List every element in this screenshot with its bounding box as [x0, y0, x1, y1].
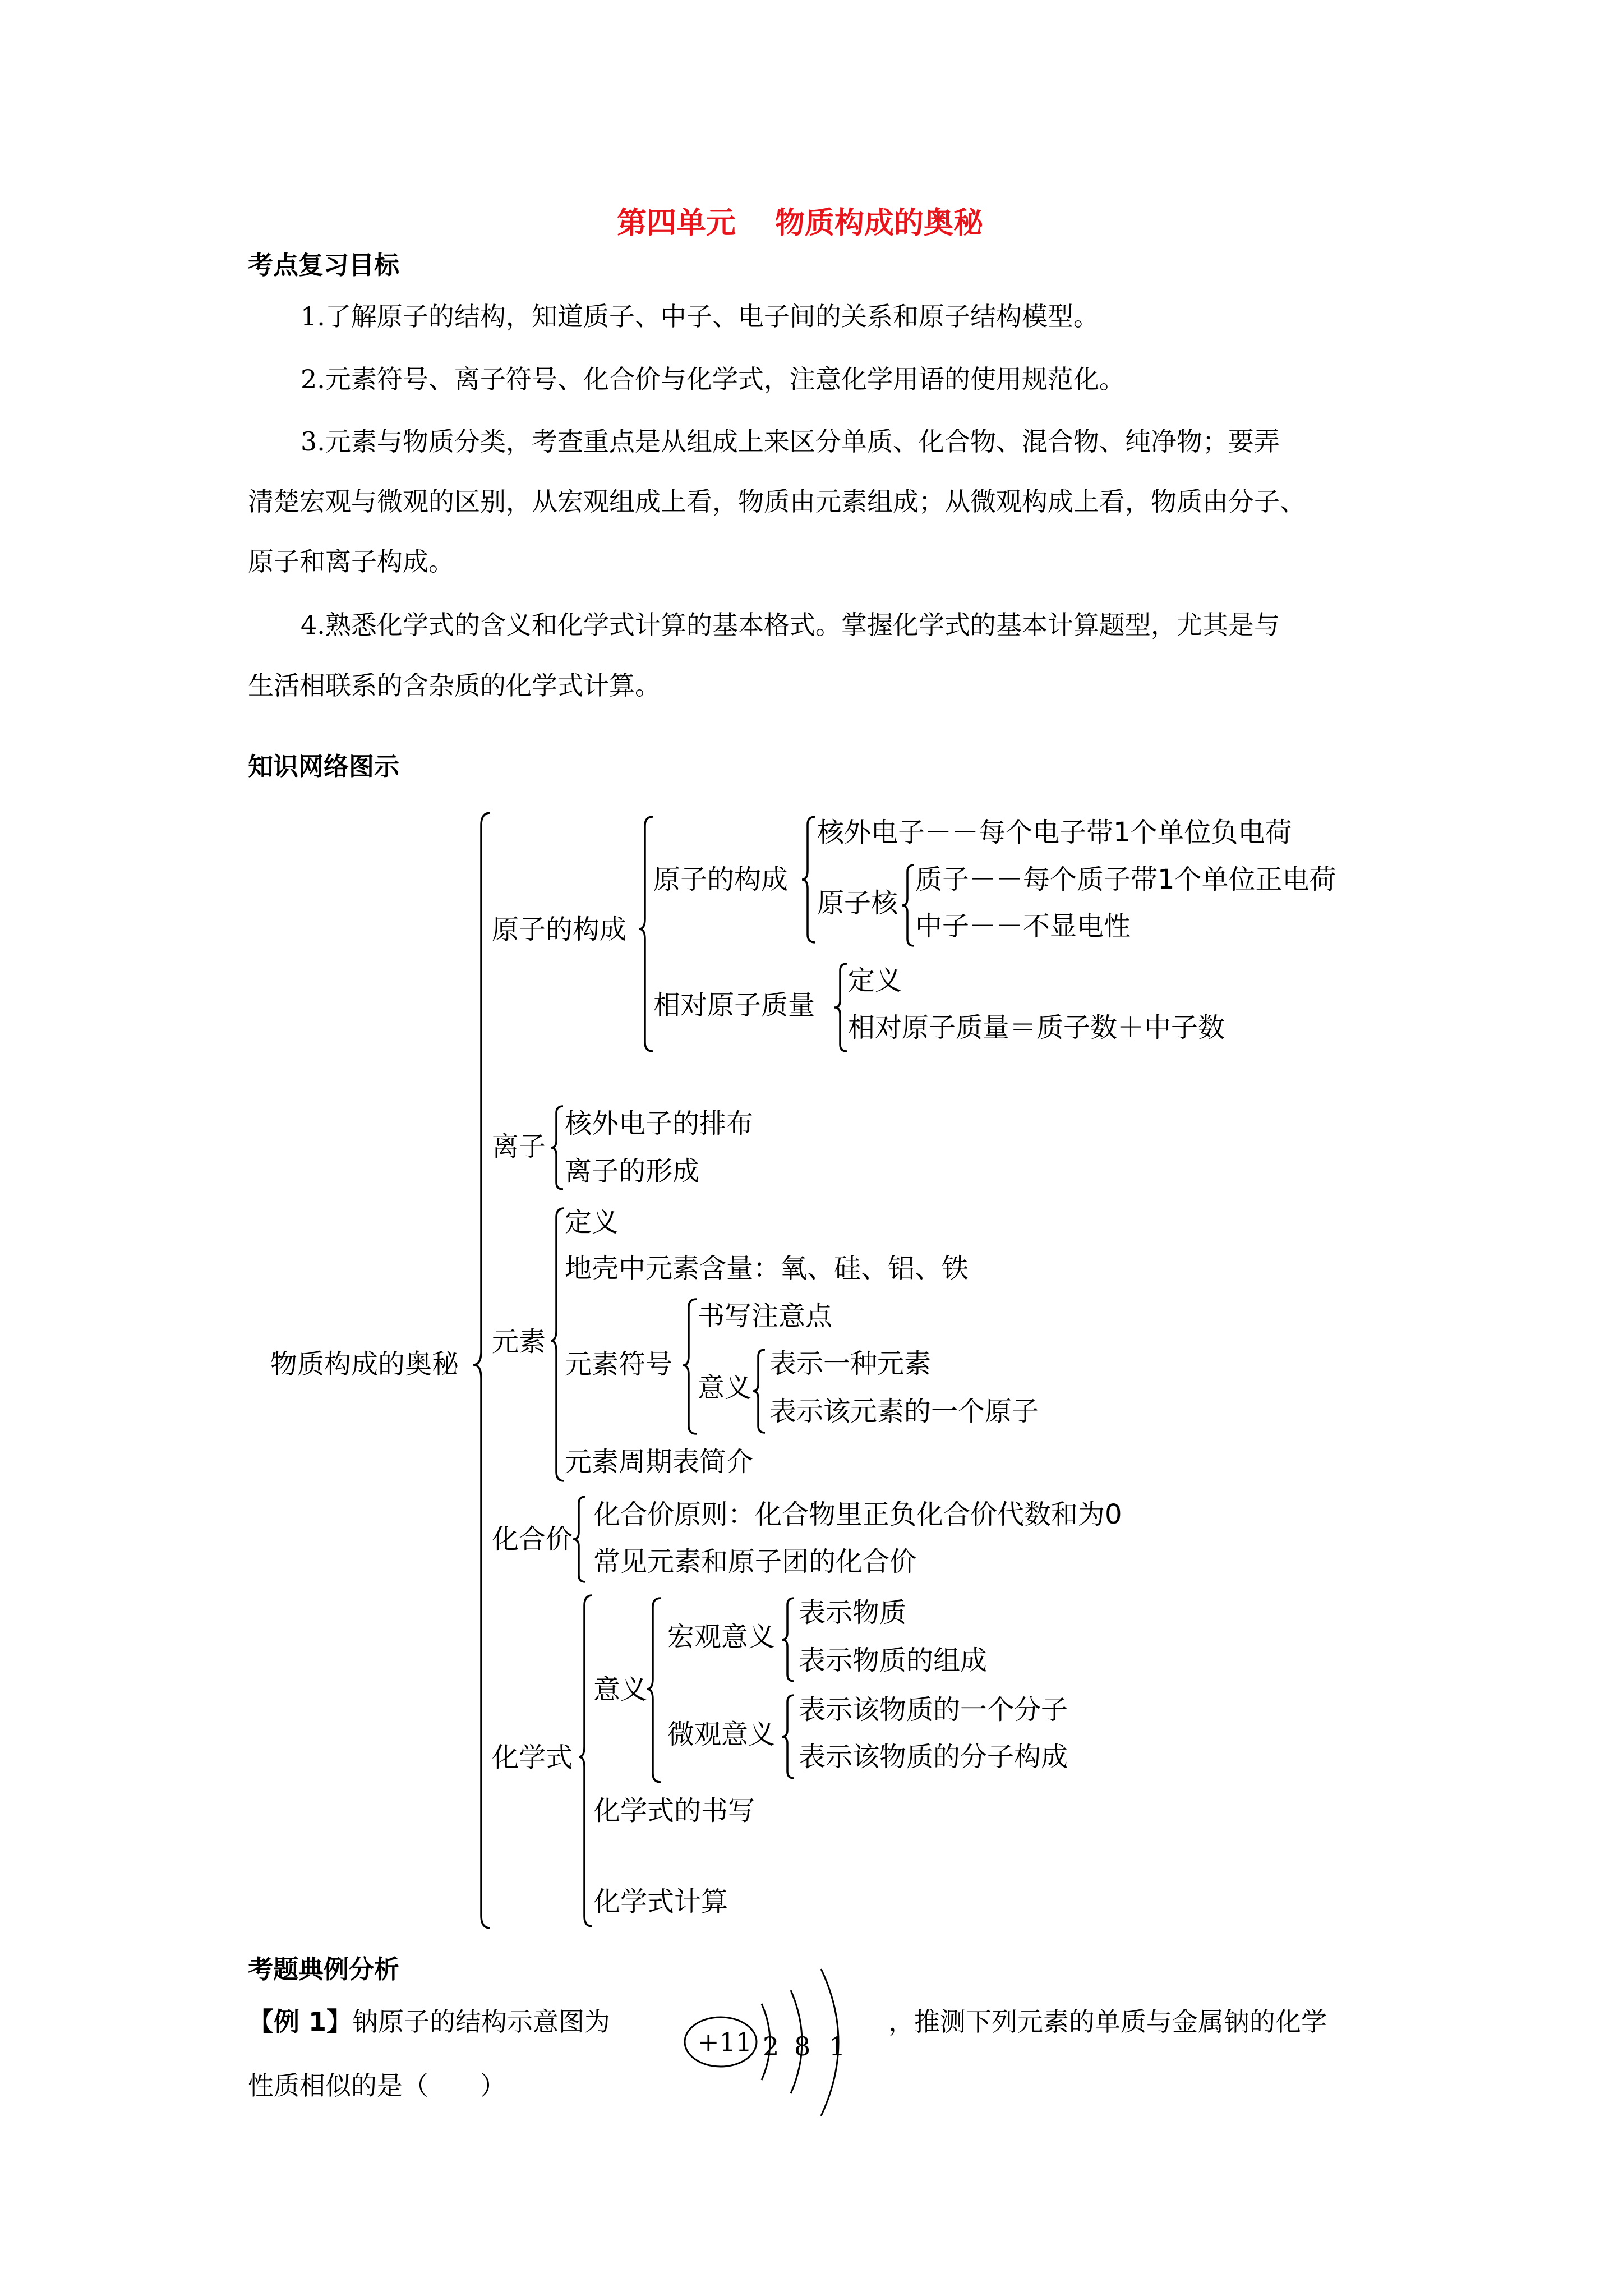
map-root: 物质构成的奥秘	[270, 1349, 459, 1380]
map-electron: 核外电子－－每个电子带1个单位负电荷	[817, 817, 1292, 848]
bracket-root	[471, 811, 494, 1932]
example-text-before: 钠原子的结构示意图为	[352, 2007, 611, 2037]
title-topic: 物质构成的奥秘	[775, 206, 983, 240]
map-represents-substance: 表示物质	[799, 1597, 907, 1628]
map-formula-calc: 化学式计算	[593, 1886, 728, 1917]
example-text-after: ，推测下列元素的单质与金属钠的化学	[888, 2007, 1327, 2037]
example-analysis-heading: 考题典例分析	[248, 1954, 400, 1984]
map-electron-arrangement: 核外电子的排布	[565, 1108, 754, 1139]
map-crust-content: 地壳中元素含量：氧、硅、铝、铁	[565, 1253, 969, 1284]
map-macro-meaning: 宏观意义	[667, 1621, 776, 1653]
map-relative-mass: 相对原子质量	[653, 990, 815, 1021]
map-common-valence: 常见元素和原子团的化合价	[593, 1546, 917, 1577]
map-formula-meaning: 意义	[593, 1674, 648, 1705]
example-label: 【例 1】	[248, 2007, 353, 2037]
bracket-element-symbol	[682, 1297, 699, 1443]
map-represents-molecule: 表示该物质的一个分子	[799, 1694, 1068, 1726]
goal-line-3a: 3.元素与物质分类，考查重点是从组成上来区分单质、化合物、混合物、纯净物；要弄	[301, 426, 1280, 457]
bracket-meaning	[751, 1347, 768, 1437]
map-relative-mass-formula: 相对原子质量＝质子数＋中子数	[848, 1012, 1225, 1043]
map-neutron: 中子－－不显电性	[915, 910, 1131, 942]
nucleus-charge: +11	[698, 2027, 753, 2057]
knowledge-map-heading: 知识网络图示	[248, 752, 400, 781]
goal-line-1: 1.了解原子的结构，知道质子、中子、电子间的关系和原子结构模型。	[301, 301, 1099, 332]
map-definition: 定义	[848, 965, 902, 996]
map-micro-meaning: 微观意义	[667, 1719, 776, 1750]
title-unit: 第四单元	[617, 206, 736, 240]
example-1-line-1	[248, 1996, 610, 2047]
bracket-formula	[578, 1593, 594, 1930]
goal-line-4b: 生活相联系的含杂质的化学式计算。	[248, 670, 661, 701]
map-writing-notes: 书写注意点	[698, 1300, 833, 1332]
goal-line-3c: 原子和离子构成。	[248, 546, 454, 577]
shell-1-electrons: 2	[763, 2031, 780, 2062]
goal-line-3b: 清楚宏观与微观的区别，从宏观组成上看，物质由元素组成；从微观构成上看，物质由分子、	[248, 486, 1306, 517]
map-meaning: 意义	[698, 1372, 752, 1404]
map-element-symbol: 元素符号	[565, 1349, 673, 1380]
map-represents-composition: 表示物质的组成	[799, 1645, 988, 1676]
bracket-micro-meaning	[781, 1693, 797, 1783]
example-1-line-2: 性质相似的是（ ）	[248, 2070, 506, 2101]
bracket-macro-meaning	[781, 1596, 797, 1686]
goal-line-2: 2.元素符号、离子符号、化合价与化学式，注意化学用语的使用规范化。	[301, 364, 1125, 394]
map-formula: 化学式	[492, 1742, 573, 1773]
review-goals-heading: 考点复习目标	[248, 250, 400, 280]
goal-line-4a: 4.熟悉化学式的含义和化学式计算的基本格式。掌握化学式的基本计算题型，尤其是与	[301, 610, 1280, 640]
page-title	[617, 199, 983, 242]
shell-3-electrons: 1	[829, 2031, 846, 2062]
map-nucleus: 原子核	[817, 887, 898, 919]
map-element-definition: 定义	[565, 1207, 619, 1238]
map-ion-formation: 离子的形成	[565, 1156, 700, 1187]
map-proton: 质子－－每个质子带1个单位正电荷	[915, 864, 1336, 895]
shell-2-electrons: 8	[794, 2031, 811, 2062]
sodium-atom-diagram	[679, 1958, 880, 2137]
map-one-element: 表示一种元素	[769, 1348, 932, 1379]
map-atom-composition: 原子的构成	[653, 864, 789, 895]
map-formula-writing: 化学式的书写	[593, 1795, 755, 1826]
map-element: 元素	[492, 1326, 546, 1358]
bracket-valence	[572, 1494, 589, 1584]
map-represents-molecular-structure: 表示该物质的分子构成	[799, 1741, 1068, 1773]
map-ion: 离子	[492, 1131, 546, 1162]
map-periodic-table: 元素周期表简介	[565, 1446, 754, 1478]
map-valence: 化合价	[492, 1524, 573, 1555]
bracket-atom-composition	[801, 815, 818, 949]
bracket-element	[550, 1206, 566, 1487]
bracket-atom-structure	[638, 815, 655, 1056]
map-valence-rule: 化合价原则：化合物里正负化合价代数和为0	[593, 1499, 1122, 1530]
map-one-atom: 表示该元素的一个原子	[769, 1396, 1039, 1427]
bracket-ion	[550, 1104, 566, 1194]
bracket-formula-meaning	[646, 1596, 663, 1787]
map-atom-structure: 原子的构成	[492, 914, 627, 945]
